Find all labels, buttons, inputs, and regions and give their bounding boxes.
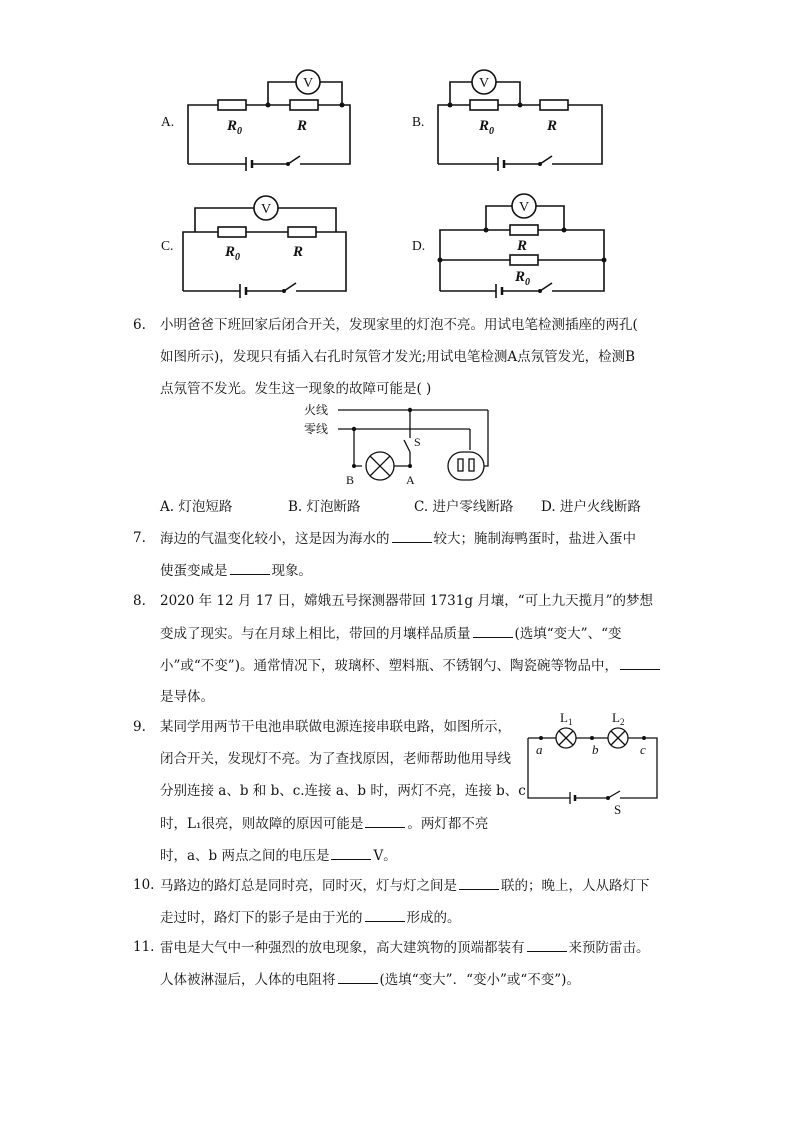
circuit-options-figure xyxy=(0,0,794,310)
r0-label-b: $R_0$ xyxy=(479,118,495,137)
q11-number: 11. xyxy=(133,939,155,955)
switch-s-label: S xyxy=(414,435,421,449)
q6-option-d[interactable]: D. 进户火线断路 xyxy=(541,499,641,515)
live-wire-label: 火线 xyxy=(304,403,329,417)
q9-blank-2[interactable] xyxy=(331,845,371,860)
q6-line3: 点氖管不发光。发生这一现象的故障可能是( ) xyxy=(160,381,432,397)
q8-line2: 变成了现实。与在月球上相比，带回的月壤样品质量 (选填“变大”、“变 xyxy=(160,623,621,644)
q6-number: 6. xyxy=(133,317,146,333)
q10-blank-2[interactable] xyxy=(365,907,405,922)
q11-line1: 雷电是大气中一种强烈的放电现象，高大建筑物的顶端都装有 来预防雷击。 xyxy=(160,937,650,958)
q8-line4: 是导体。 xyxy=(160,689,214,705)
q9-figure xyxy=(520,708,665,818)
q6-line1: 小明爸爸下班回家后闭合开关，发现家里的灯泡不亮。用试电笔检测插座的两孔( xyxy=(160,317,638,333)
neutral-wire-label: 零线 xyxy=(304,422,329,436)
lamp-l2-label: $L_2$ xyxy=(612,710,625,727)
voltmeter-b-label: V xyxy=(478,76,490,91)
q9-number: 9. xyxy=(133,719,146,735)
q10-blank-1[interactable] xyxy=(459,875,499,890)
r0-label-d: $R_0$ xyxy=(515,269,531,288)
r0-label-a: $R_0$ xyxy=(227,118,243,137)
option-d-label: D. xyxy=(412,238,426,253)
q7-blank-1[interactable] xyxy=(392,528,432,543)
r-label-c: R xyxy=(293,244,304,260)
r0-label-c: $R_0$ xyxy=(225,244,241,263)
point-c-label: c xyxy=(640,742,646,757)
q10-line1: 马路边的路灯总是同时亮，同时灭，灯与灯之间是 联的；晚上，人从路灯下 xyxy=(160,875,650,896)
r-label-d: R xyxy=(517,238,528,254)
circuit-b xyxy=(438,70,602,171)
q9-line1: 某同学用两节干电池串联做电源连接串联电路，如图所示， xyxy=(160,719,511,735)
q11-line2: 人体被淋湿后，人体的电阻将 (选填“变大”．“变小”或“不变”)。 xyxy=(160,969,580,990)
q11-blank-1[interactable] xyxy=(527,937,567,952)
q6-line2: 如图所示)，发现只有插入右孔时氖管才发光;用试电笔检测A点氖管发光，检测B xyxy=(160,349,635,365)
q9-line5: 时，a、b 两点之间的电压是 V。 xyxy=(160,845,397,866)
q9-line4: 时，L₁很亮，则故障的原因可能是 。两灯都不亮 xyxy=(160,813,488,834)
circuit-a xyxy=(188,70,350,171)
voltmeter-d-label: V xyxy=(518,200,530,215)
q11-blank-2[interactable] xyxy=(338,969,378,984)
option-a-label: A. xyxy=(161,114,175,129)
q8-blank-1[interactable] xyxy=(473,623,513,638)
q6-option-b[interactable]: B. 灯泡断路 xyxy=(288,499,361,515)
q8-line3: 小”或“不变”)。通常情况下，玻璃杯、塑料瓶、不锈钢勺、陶瓷碗等物品中， xyxy=(160,655,662,676)
point-b-label: b xyxy=(592,742,599,757)
r-label-b: R xyxy=(547,118,558,134)
q8-line1: 2020 年 12 月 17 日，嫦娥五号探测器带回 1731g 月壤，“可上九天揽月”的梦想 xyxy=(160,593,654,609)
r-label-a: R xyxy=(297,118,308,134)
voltmeter-c-label: V xyxy=(260,202,272,217)
q9-line3: 分别连接 a、b 和 b、c.连接 a、b 时，两灯不亮，连接 b、c xyxy=(160,783,526,799)
voltmeter-a-label: V xyxy=(302,76,314,91)
q7-blank-2[interactable] xyxy=(230,560,270,575)
switch-s-label: S xyxy=(614,802,622,817)
q7-line1: 海边的气温变化较小，这是因为海水的 较大；腌制海鸭蛋时，盐进入蛋中 xyxy=(160,528,636,549)
point-a-label: a xyxy=(536,742,543,757)
q7-number: 7. xyxy=(133,530,146,546)
q6-option-c[interactable]: C. 进户零线断路 xyxy=(414,499,514,515)
q8-blank-2[interactable] xyxy=(620,655,660,670)
q6-figure xyxy=(300,400,500,490)
option-c-label: C. xyxy=(161,238,174,253)
option-b-label: B. xyxy=(412,114,425,129)
q10-number: 10. xyxy=(133,877,155,893)
point-a-label: A xyxy=(406,473,415,487)
q8-number: 8. xyxy=(133,593,146,609)
q9-blank-1[interactable] xyxy=(365,813,405,828)
q10-line2: 走过时，路灯下的影子是由于光的 形成的。 xyxy=(160,907,461,928)
point-b-label: B xyxy=(346,473,355,487)
q7-line2: 使蛋变咸是 现象。 xyxy=(160,560,312,581)
q9-line2: 闭合开关，发现灯不亮。为了查找原因，老师帮助他用导线 xyxy=(160,751,511,767)
lamp-l1-label: $L_1$ xyxy=(560,710,573,727)
q6-option-a[interactable]: A. 灯泡短路 xyxy=(160,499,233,515)
